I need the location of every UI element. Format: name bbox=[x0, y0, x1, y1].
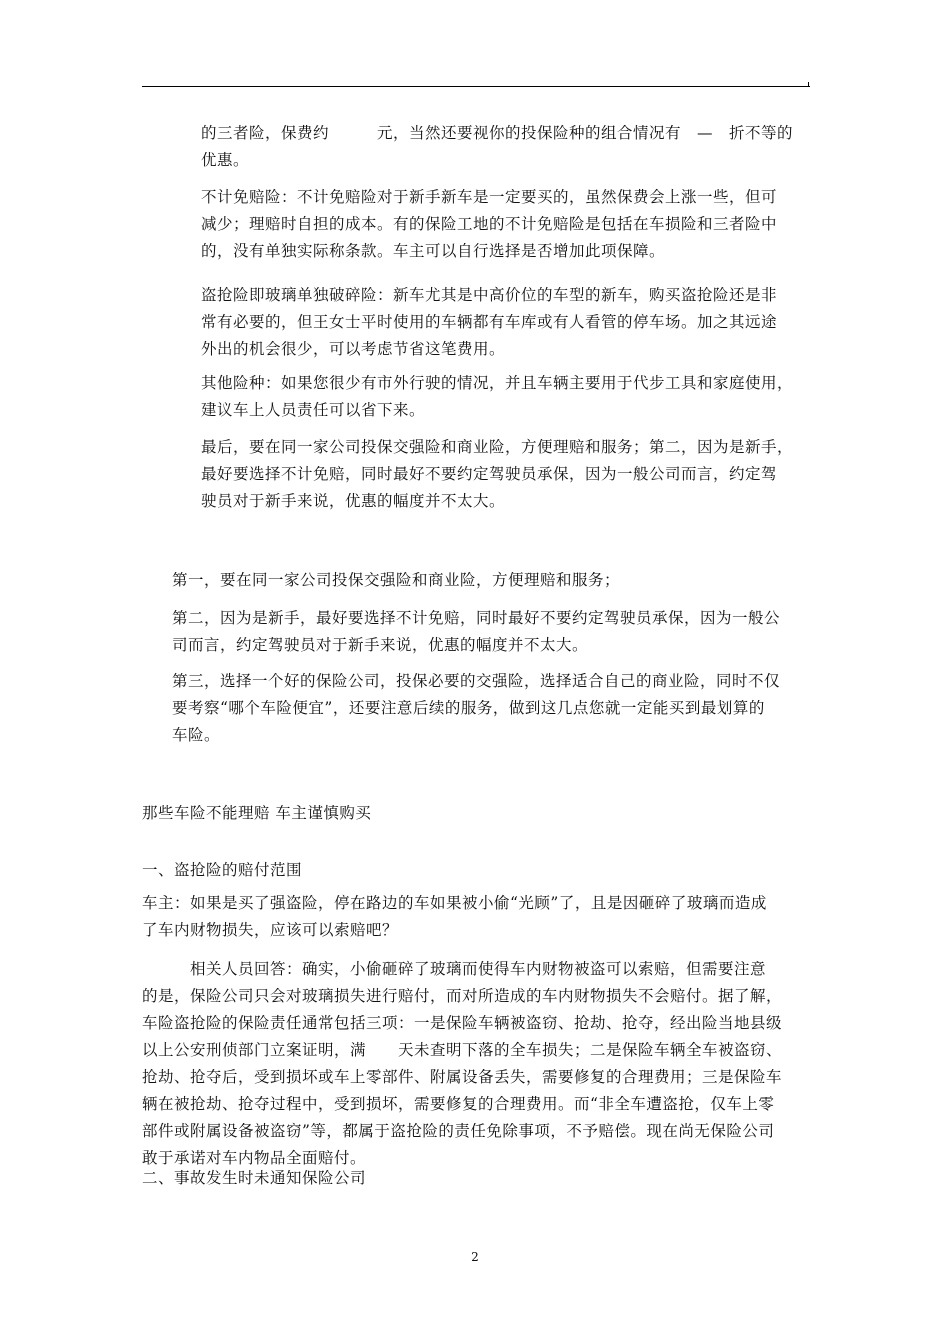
block1-paragraph-4-line-2: 建议车上人员责任可以省下来。 bbox=[201, 401, 426, 419]
block1-paragraph-1-line-1: 的三者险，保费约 元，当然还要视你的投保险种的组合情况有 — 折不等的 bbox=[201, 124, 794, 142]
block3-paragraph-4-line-2: 的是，保险公司只会对玻璃损失进行赔付，而对所造成的车内财物损失不会赔付。据了解， bbox=[142, 987, 783, 1005]
block1-paragraph-2-line-2: 减少；理赔时自担的成本。有的保险工地的不计免赔险是包括在车损险和三者险中 bbox=[201, 215, 778, 233]
block1-paragraph-5-line-1: 最后，要在同一家公司投保交强险和商业险，方便理赔和服务；第二，因为是新手， bbox=[201, 438, 794, 456]
block1-paragraph-3-line-3: 外出的机会很少，可以考虑节省这笔费用。 bbox=[201, 340, 506, 358]
block3-paragraph-1-line-1: 那些车险不能理赔 车主谨慎购买 bbox=[142, 804, 372, 822]
block1-paragraph-1-line-2: 优惠。 bbox=[201, 151, 250, 169]
block2-paragraph-3-line-3: 车险。 bbox=[172, 726, 221, 744]
block2-paragraph-3-line-2: 要考察“哪个车险便宜”，还要注意后续的服务，做到这几点您就一定能买到最划算的 bbox=[172, 699, 765, 717]
block3-paragraph-4-line-7: 部件或附属设备被盗窃”等，都属于盗抢险的责任免除事项，不予赔偿。现在尚无保险公司 bbox=[142, 1122, 775, 1140]
header-rule bbox=[142, 86, 810, 87]
header-rule-tick bbox=[808, 82, 809, 87]
block2-paragraph-1-line-1: 第一，要在同一家公司投保交强险和商业险，方便理赔和服务； bbox=[172, 571, 621, 589]
block3-paragraph-4-line-5: 抢劫、抢夺后，受到损坏或车上零部件、附属设备丢失，需要修复的合理费用；三是保险车 bbox=[142, 1068, 783, 1086]
block3-paragraph-5-line-1: 二、事故发生时未通知保险公司 bbox=[142, 1169, 367, 1187]
page-number: 2 bbox=[471, 1250, 479, 1264]
block1-paragraph-4-line-1: 其他险种：如果您很少有市外行驶的情况，并且车辆主要用于代步工具和家庭使用， bbox=[201, 374, 794, 392]
block3-paragraph-4-line-3: 车险盗抢险的保险责任通常包括三项：一是保险车辆被盗窃、抢劫、抢夺，经出险当地县级 bbox=[142, 1014, 783, 1032]
block1-paragraph-2-line-1: 不计免赔险：不计免赔险对于新手新车是一定要买的，虽然保费会上涨一些，但可 bbox=[201, 188, 778, 206]
block3-paragraph-4-line-6: 辆在被抢劫、抢夺过程中，受到损坏，需要修复的合理费用。而“非全车遭盗抢，仅车上零 bbox=[142, 1095, 775, 1113]
block3-paragraph-3-line-2: 了车内财物损失，应该可以索赔吧？ bbox=[142, 921, 399, 939]
block1-paragraph-3-line-2: 常有必要的，但王女士平时使用的车辆都有车库或有人看管的停车场。加之其远途 bbox=[201, 313, 778, 331]
block3-paragraph-4-line-4: 以上公安刑侦部门立案证明，满 天未查明下落的全车损失；二是保险车辆全车被盗窃、 bbox=[142, 1041, 783, 1059]
block2-paragraph-3-line-1: 第三，选择一个好的保险公司，投保必要的交强险，选择适合自己的商业险，同时不仅 bbox=[172, 672, 781, 690]
block3-paragraph-3-line-1: 车主：如果是买了强盗险，停在路边的车如果被小偷“光顾”了，且是因砸碎了玻璃而造成 bbox=[142, 894, 767, 912]
block3-paragraph-4-line-8: 敢于承诺对车内物品全面赔付。 bbox=[142, 1149, 367, 1167]
block3-paragraph-2-line-1: 一、盗抢险的赔付范围 bbox=[142, 861, 303, 879]
block1-paragraph-3-line-1: 盗抢险即玻璃单独破碎险：新车尤其是中高价位的车型的新车，购买盗抢险还是非 bbox=[201, 286, 778, 304]
block2-paragraph-2-line-2: 司而言，约定驾驶员对于新手来说，优惠的幅度并不太大。 bbox=[172, 636, 589, 654]
block1-paragraph-2-line-3: 的，没有单独实际称条款。车主可以自行选择是否增加此项保障。 bbox=[201, 242, 666, 260]
block1-paragraph-5-line-3: 驶员对于新手来说，优惠的幅度并不太大。 bbox=[201, 492, 506, 510]
block3-paragraph-4-line-1: 相关人员回答：确实，小偷砸碎了玻璃而使得车内财物被盗可以索赔，但需要注意 bbox=[142, 960, 767, 978]
block1-paragraph-5-line-2: 最好要选择不计免赔，同时最好不要约定驾驶员承保，因为一般公司而言，约定驾 bbox=[201, 465, 778, 483]
block2-paragraph-2-line-1: 第二，因为是新手，最好要选择不计免赔，同时最好不要约定驾驶员承保，因为一般公 bbox=[172, 609, 781, 627]
